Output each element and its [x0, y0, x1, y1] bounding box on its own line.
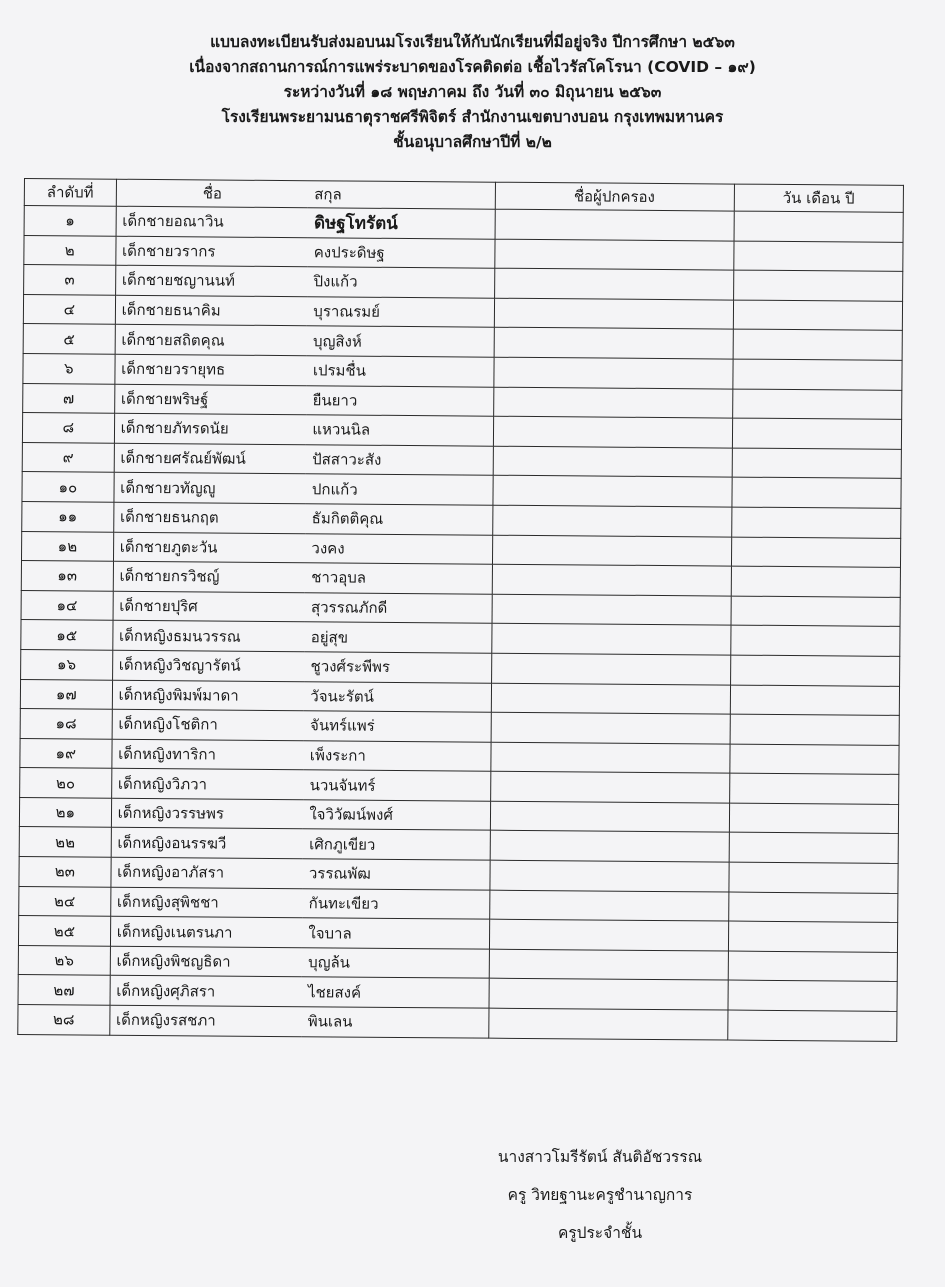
header-reason: เนื่องจากสถานการณ์การแพร่ระบาดของโรคติดต่อ เชื้อไวรัสโคโรนา (COVID – ๑๙): [189, 58, 756, 76]
row-number-cell: ๒๐: [20, 768, 112, 798]
last-name-cell: จันทร์แพร่: [304, 711, 491, 742]
first-name-cell: เด็กหญิงโชติกา: [112, 709, 304, 740]
header-period: ระหว่างวันที่ ๑๘ พฤษภาคม ถึง วันที่ ๓๐ มิถุนายน ๒๕๖๓: [283, 83, 662, 101]
row-number-cell: ๑๔: [21, 590, 113, 620]
date-cell: [731, 537, 901, 568]
row-number-cell: ๒๖: [18, 945, 110, 975]
date-cell: [731, 566, 901, 597]
row-number-cell: ๒: [24, 235, 116, 265]
last-name-cell: เศิกภูเขียว: [303, 829, 490, 860]
date-cell: [730, 625, 900, 656]
last-name-cell: ไชยสงค์: [302, 977, 489, 1008]
date-cell: [728, 921, 898, 952]
last-name-cell: ธัมกิตติคุณ: [306, 504, 493, 535]
date-cell: [729, 833, 899, 864]
row-number-cell: ๒๗: [18, 975, 110, 1005]
first-name-cell: เด็กหญิงวิชญารัตน์: [112, 650, 304, 681]
row-number-cell: ๒๒: [19, 827, 111, 857]
last-name-cell: เปรมชื่น: [307, 356, 494, 387]
date-cell: [733, 270, 903, 301]
first-name-cell: เด็กหญิงอาภัสรา: [111, 857, 303, 888]
first-name-cell: เด็กหญิงสุพิชชา: [110, 887, 302, 918]
first-name-cell: เด็กชายธนกฤต: [113, 502, 305, 533]
teacher-role: ครูประจำชั้น: [557, 1224, 643, 1242]
row-number-cell: ๗: [23, 383, 115, 413]
row-number-cell: ๒๘: [18, 1005, 110, 1035]
date-cell: [731, 507, 901, 538]
row-number-cell: ๙: [22, 442, 114, 472]
row-number-cell: ๒๔: [19, 886, 111, 916]
row-number-cell: ๑๑: [22, 501, 114, 531]
guardian-name-cell: [490, 801, 729, 832]
first-name-cell: เด็กหญิงพิมพ์มาดา: [112, 680, 304, 711]
guardian-name-cell: [493, 446, 732, 477]
date-cell: [730, 714, 900, 745]
first-name-cell: เด็กหญิงพิชญธิดา: [110, 946, 302, 977]
last-name-cell: ปัสสาวะสัง: [306, 444, 493, 475]
first-name-cell: เด็กหญิงวิภวา: [111, 768, 303, 799]
last-name-cell: นวนจันทร์: [304, 770, 491, 801]
header-class: ชั้นอนุบาลศึกษาปีที่ ๒/๒: [393, 133, 552, 151]
last-name-cell: ชูวงศ์ระพีพร: [304, 652, 491, 683]
date-cell: [729, 744, 899, 775]
date-cell: [728, 862, 898, 893]
last-name-cell: วงคง: [305, 533, 492, 564]
col-header-guardian: ชื่อผู้ปกครอง: [495, 182, 734, 211]
guardian-name-cell: [492, 505, 731, 536]
row-number-cell: ๑๘: [20, 709, 112, 739]
guardian-name-cell: [489, 949, 728, 980]
table-row: [18, 1005, 897, 1041]
row-number-cell: ๑๓: [21, 561, 113, 591]
last-name-cell: คงประดิษฐ: [308, 237, 495, 268]
first-name-cell: เด็กหญิงเนตรนภา: [110, 916, 302, 947]
row-number-cell: ๔: [23, 294, 115, 324]
last-name-cell: สุวรรณภักดี: [305, 592, 492, 623]
guardian-name-cell: [493, 357, 732, 388]
first-name-cell: เด็กชายพริษฐ์: [114, 384, 306, 415]
row-number-cell: ๕: [23, 324, 115, 354]
date-cell: [734, 211, 904, 242]
last-name-cell: วรรณพัฒ: [303, 859, 490, 890]
last-name-cell: บุญล้น: [302, 948, 489, 979]
date-cell: [728, 892, 898, 923]
guardian-name-cell: [490, 831, 729, 862]
date-cell: [733, 329, 903, 360]
date-cell: [730, 685, 900, 716]
date-cell: [732, 448, 902, 479]
guardian-name-cell: [493, 476, 732, 507]
first-name-cell: เด็กชายศรัณย์พัฒน์: [114, 443, 306, 474]
guardian-name-cell: [494, 298, 733, 329]
guardian-name-cell: [494, 268, 733, 299]
last-name-cell: ดิษฐโทรัตน์: [308, 208, 495, 239]
date-cell: [728, 951, 898, 982]
student-roster-table: [17, 178, 904, 1042]
guardian-name-cell: [494, 239, 733, 270]
row-number-cell: ๒๕: [18, 916, 110, 946]
table-body: [18, 206, 903, 1042]
guardian-name-cell: [492, 564, 731, 595]
col-header-first-name: ชื่อ: [116, 179, 308, 208]
date-cell: [732, 359, 902, 390]
row-number-cell: ๓: [24, 265, 116, 295]
row-number-cell: ๑๗: [20, 679, 112, 709]
row-number-cell: ๑๕: [21, 620, 113, 650]
date-cell: [727, 980, 897, 1011]
last-name-cell: พินเลน: [302, 1007, 489, 1038]
guardian-name-cell: [491, 683, 730, 714]
header-title: แบบลงทะเบียนรับส่งมอบนมโรงเรียนให้กับนักเรียนที่มีอยู่จริง ปีการศึกษา ๒๕๖๓: [210, 33, 735, 51]
date-cell: [731, 477, 901, 508]
guardian-name-cell: [491, 623, 730, 654]
date-cell: [730, 655, 900, 686]
teacher-name: นางสาวโมรีรัตน์ สันติอัชวรรณ: [497, 1148, 703, 1166]
header-school: โรงเรียนพระยามนธาตุราชศรีพิจิตร์ สำนักงานเขตบางบอน กรุงเทพมหานคร: [221, 108, 724, 126]
document-header: [0, 30, 945, 155]
first-name-cell: เด็กชายสถิตคุณ: [115, 325, 307, 356]
last-name-cell: กันทะเขียว: [303, 888, 490, 919]
last-name-cell: แหวนนิล: [306, 415, 493, 446]
first-name-cell: เด็กชายวรายุทธ: [115, 354, 307, 385]
last-name-cell: อยู่สุข: [305, 622, 492, 653]
first-name-cell: เด็กชายกรวิชญ์: [113, 561, 305, 592]
row-number-cell: ๑๐: [22, 472, 114, 502]
guardian-name-cell: [495, 209, 734, 240]
last-name-cell: ปกแก้ว: [306, 474, 493, 505]
col-header-date: วัน เดือน ปี: [734, 184, 904, 212]
date-cell: [732, 418, 902, 449]
last-name-cell: ใจบาล: [302, 918, 489, 949]
signature-block: [440, 1138, 760, 1252]
guardian-name-cell: [488, 1008, 727, 1039]
first-name-cell: เด็กหญิงอนรรฆวี: [111, 828, 303, 859]
row-number-cell: ๖: [23, 353, 115, 383]
guardian-name-cell: [491, 712, 730, 743]
last-name-cell: ปิงแก้ว: [307, 267, 494, 298]
guardian-name-cell: [494, 328, 733, 359]
guardian-name-cell: [490, 771, 729, 802]
last-name-cell: วัจนะรัตน์: [304, 681, 491, 712]
first-name-cell: เด็กหญิงทาริกา: [112, 739, 304, 770]
first-name-cell: เด็กชายวรากร: [115, 236, 307, 267]
guardian-name-cell: [492, 535, 731, 566]
col-header-no: ลำดับที่: [24, 179, 116, 207]
guardian-name-cell: [489, 890, 728, 921]
first-name-cell: เด็กชายอณาวิน: [116, 206, 308, 237]
guardian-name-cell: [492, 594, 731, 625]
first-name-cell: เด็กชายภัทรดนัย: [114, 413, 306, 444]
guardian-name-cell: [489, 979, 728, 1010]
guardian-name-cell: [491, 653, 730, 684]
guardian-name-cell: [489, 919, 728, 950]
last-name-cell: บุราณรมย์: [307, 297, 494, 328]
teacher-position: ครู วิทยฐานะครูชำนาญการ: [507, 1186, 693, 1204]
first-name-cell: เด็กชายชญานนท์: [115, 265, 307, 296]
row-number-cell: ๘: [22, 413, 114, 443]
row-number-cell: ๑๖: [21, 649, 113, 679]
last-name-cell: เพ็งระกา: [304, 740, 491, 771]
guardian-name-cell: [490, 742, 729, 773]
row-number-cell: ๒๑: [19, 797, 111, 827]
date-cell: [732, 389, 902, 420]
first-name-cell: เด็กหญิงศุภิสรา: [110, 976, 302, 1007]
date-cell: [733, 241, 903, 272]
col-header-last-name: สกุล: [308, 181, 495, 209]
date-cell: [729, 773, 899, 804]
row-number-cell: ๑๒: [21, 531, 113, 561]
date-cell: [731, 596, 901, 627]
first-name-cell: เด็กชายธนาคิม: [115, 295, 307, 326]
date-cell: [729, 803, 899, 834]
last-name-cell: ชาวอุบล: [305, 563, 492, 594]
first-name-cell: เด็กหญิงรสชภา: [109, 1005, 301, 1036]
first-name-cell: เด็กชายวทัญญู: [114, 473, 306, 504]
first-name-cell: เด็กหญิงธมนวรรณ: [112, 621, 304, 652]
guardian-name-cell: [493, 416, 732, 447]
last-name-cell: ใจวิวัฒน์พงศ์: [303, 800, 490, 831]
last-name-cell: ยืนยาว: [307, 385, 494, 416]
date-cell: [733, 300, 903, 331]
guardian-name-cell: [490, 860, 729, 891]
first-name-cell: เด็กชายปุริศ: [113, 591, 305, 622]
row-number-cell: ๑๙: [20, 738, 112, 768]
first-name-cell: เด็กหญิงวรรษพร: [111, 798, 303, 829]
row-number-cell: ๒๓: [19, 857, 111, 887]
date-cell: [727, 1010, 897, 1041]
last-name-cell: บุญสิงห์: [307, 326, 494, 357]
first-name-cell: เด็กชายภูตะวัน: [113, 532, 305, 563]
guardian-name-cell: [493, 387, 732, 418]
row-number-cell: ๑: [24, 206, 116, 236]
